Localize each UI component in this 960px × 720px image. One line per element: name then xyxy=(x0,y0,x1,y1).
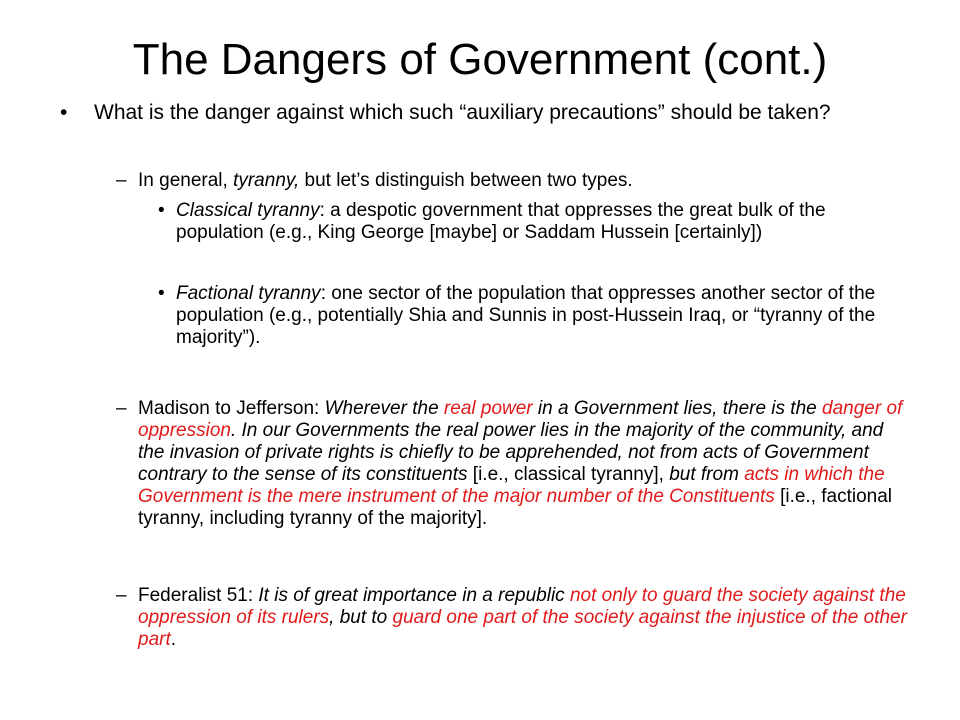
highlight-real-power: real power xyxy=(443,398,533,419)
text-run-italic: tyranny, xyxy=(233,170,300,191)
highlight-guard-one-part: guard one part of the society against the injustice of the other part xyxy=(138,607,907,650)
text-run: : one sector of the population that oppresses another sector of the population (e.g., potentially Shia and Sunnis in post-Hussein Iraq, or “tyranny of the majority”). xyxy=(176,283,876,348)
highlight-guard-society: not only to guard the society against the oppression of its rulers xyxy=(138,585,906,628)
highlight-danger-of-oppression: danger of oppression xyxy=(138,398,903,441)
text-run-italic: in a Government lies, there is the xyxy=(532,398,823,419)
text-run: Madison to Jefferson: xyxy=(138,398,325,419)
factional-tyranny-text xyxy=(176,283,906,349)
highlight-majority-instrument: acts in which the Government is the mere instrument of the major number of the Constituents xyxy=(138,464,885,507)
text-run: : a despotic government that oppresses the great bulk of the population (e.g., King George [maybe] or Saddam Hussein [certainly]) xyxy=(176,200,826,243)
bullet-question-text: What is the danger against which such “auxiliary precautions” should be taken? xyxy=(94,101,831,124)
dash-marker: – xyxy=(116,398,127,419)
dash-marker: – xyxy=(116,585,127,606)
term-classical-tyranny: Classical tyranny xyxy=(176,200,320,221)
madison-quote-text xyxy=(138,398,908,530)
text-run-italic: , but to xyxy=(329,607,393,628)
term-factional-tyranny: Factional tyranny xyxy=(176,283,321,304)
bullet-marker: • xyxy=(158,200,165,221)
subbullet-tyranny-text xyxy=(138,170,918,192)
bullet-marker: • xyxy=(158,283,165,304)
text-run-italic: but from xyxy=(669,464,745,485)
text-run: Federalist 51: xyxy=(138,585,259,606)
federalist-quote-text xyxy=(138,585,908,651)
text-run-italic: . In our Governments the real power lies in the majority of the community, and the invasion of private rights is chiefly to be apprehended, not from acts of Government contrary to the sense of its constituents xyxy=(138,420,884,485)
text-run-italic: It is of great importance in a republic xyxy=(258,585,570,606)
classical-tyranny-text xyxy=(176,200,906,244)
text-run: but let’s distinguish between two types. xyxy=(299,170,633,191)
text-run: [i.e., classical tyranny], xyxy=(467,464,670,485)
text-run-italic: Wherever the xyxy=(324,398,444,419)
text-run: In general, xyxy=(138,170,234,191)
text-run: [i.e., factional tyranny, including tyranny of the majority]. xyxy=(138,486,893,529)
bullet-marker: • xyxy=(60,101,68,124)
slide-title: The Dangers of Government (cont.) xyxy=(132,35,828,84)
text-run: . xyxy=(170,629,177,650)
dash-marker: – xyxy=(116,170,127,191)
